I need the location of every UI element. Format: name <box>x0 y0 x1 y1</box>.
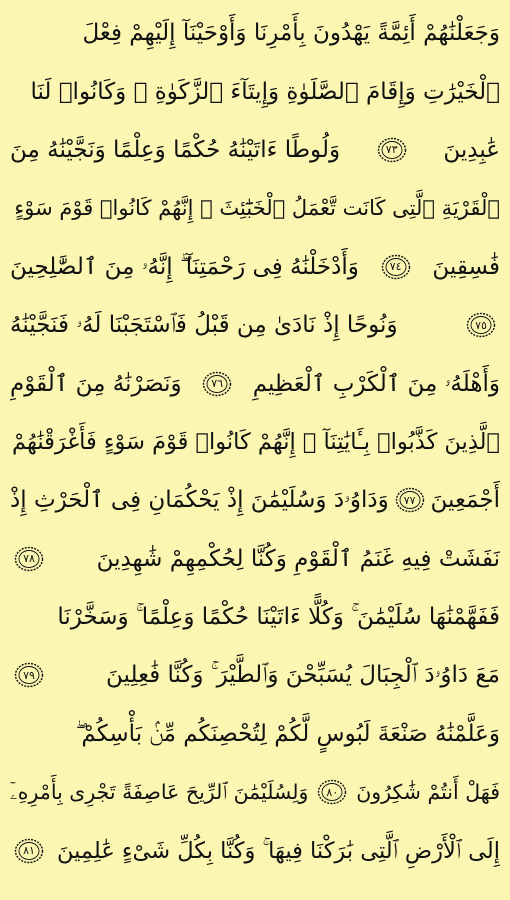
verse-text: ٱلَّذِينَ كَذَّبُوا۟ بِـَٔايَٰتِنَآ ۚ إِنَّهُمْ كَانُوا۟ قَوْمَ سَوْءٍ فَأَغْرَقْنَٰهُمْ <box>12 428 500 455</box>
verse-line <box>10 705 500 763</box>
verse-line <box>10 179 500 237</box>
verse-text: وَجَعَلْنَٰهُمْ أَئِمَّةً يَهْدُونَ بِأَمْرِنَا وَأَوْحَيْنَآ إِلَيْهِمْ فِعْلَ <box>82 20 500 47</box>
verse-text: وَعَلَّمْنَٰهُ صَنْعَةَ لَبُوسٍ لَّكُمْ لِتُحْصِنَكُم مِّنۢ بَأْسِكُمْ ۖ <box>75 720 500 747</box>
verse-text: إِلَى ٱلْأَرْضِ ٱلَّتِى بَٰرَكْنَا فِيهَا ۚ وَكُنَّا بِكُلِّ شَىْءٍ عَٰلِمِينَ <box>56 837 500 864</box>
ayah-number: ٧٤ <box>389 260 402 274</box>
verse-text: عَٰبِدِينَ <box>443 136 500 163</box>
ayah-number-marker <box>202 371 232 397</box>
verse-line <box>10 530 500 588</box>
ayah-number: ٧٥ <box>475 318 487 332</box>
verse-line <box>10 238 500 296</box>
verse-text: مَعَ دَاوُۥدَ ٱلْجِبَالَ يُسَبِّحْنَ وَٱلطَّيْرَ ۚ وَكُنَّا فَٰعِلِينَ <box>106 662 500 689</box>
ayah-number-marker <box>14 546 44 572</box>
ayah-number: ٧٨ <box>23 552 35 566</box>
ayah-number-marker <box>395 487 425 513</box>
verse-line <box>10 4 500 62</box>
verse-line <box>10 121 500 179</box>
verse-text: ٱلْخَيْرَٰتِ وَإِقَامَ ٱلصَّلَوٰةِ وَإِيتَآءَ ٱلزَّكَوٰةِ ۖ وَكَانُوا۟ لَنَا <box>30 78 500 105</box>
verse-text: وَلِسُلَيْمَٰنَ ٱلرِّيحَ عَاصِفَةً تَجْرِى بِأَمْرِهِۦٓ <box>10 779 309 804</box>
ayah-number-marker <box>317 779 347 805</box>
ayah-number-marker <box>377 137 407 163</box>
verse-text: نَفَشَتْ فِيهِ غَنَمُ ٱلْقَوْمِ وَكُنَّا لِحُكْمِهِمْ شَٰهِدِينَ <box>96 545 500 572</box>
verse-line <box>10 62 500 120</box>
verse-text: وَلُوطًا ءَاتَيْنَٰهُ حُكْمًا وَعِلْمًا وَنَجَّيْنَٰهُ مِنَ <box>10 136 341 163</box>
ayah-number-marker <box>381 254 411 280</box>
verse-line <box>10 471 500 529</box>
ayah-number: ٨١ <box>23 844 35 858</box>
verse-line <box>10 646 500 704</box>
verse-line <box>10 763 500 821</box>
verse-text: وَأَدْخَلْنَٰهُ فِى رَحْمَتِنَآ ۖ إِنَّهُۥ مِنَ ٱلصَّٰلِحِينَ <box>10 253 359 280</box>
ayah-number-marker <box>14 662 44 688</box>
ayah-number: ٨٠ <box>326 785 339 799</box>
verse-lines <box>10 4 500 880</box>
verse-line <box>10 413 500 471</box>
verse-text: فَفَهَّمْنَٰهَا سُلَيْمَٰنَ ۚ وَكُلًّا ءَاتَيْنَا حُكْمًا وَعِلْمًا ۚ وَسَخَّرْنَا <box>57 604 500 631</box>
ayah-number: ٧٩ <box>23 668 35 682</box>
verse-text: ٱلْقَرْيَةِ ٱلَّتِى كَانَت تَّعْمَلُ ٱلْخَبَٰٓئِثَ ۗ إِنَّهُمْ كَانُوا۟ قَوْمَ سَوْءٍ <box>14 196 500 221</box>
verse-text: وَدَاوُۥدَ وَسُلَيْمَٰنَ إِذْ يَحْكُمَانِ فِى ٱلْحَرْثِ إِذْ <box>10 487 389 514</box>
verse-line <box>10 296 500 354</box>
verse-line <box>10 821 500 879</box>
verse-line <box>10 354 500 412</box>
verse-text: وَأَهْلَهُۥ مِنَ ٱلْكَرْبِ ٱلْعَظِيمِ <box>252 370 500 397</box>
verse-text: وَنُوحًا إِذْ نَادَىٰ مِن قَبْلُ فَٱسْتَجَبْنَا لَهُۥ فَنَجَّيْنَٰهُ <box>10 312 398 339</box>
verse-line <box>10 588 500 646</box>
verse-text: أَجْمَعِينَ <box>430 487 500 514</box>
ayah-number-marker <box>14 838 44 864</box>
verse-text: وَنَصَرْنَٰهُ مِنَ ٱلْقَوْمِ <box>10 370 182 397</box>
ayah-number: ٧٧ <box>403 493 416 507</box>
verse-text: فَهَلْ أَنتُمْ شَٰكِرُونَ <box>356 780 500 805</box>
verse-text: فَٰسِقِينَ <box>432 253 500 280</box>
ayah-number: ٧٣ <box>385 143 398 157</box>
ayah-number: ٧٦ <box>211 377 224 391</box>
ayah-number-marker <box>466 312 496 338</box>
